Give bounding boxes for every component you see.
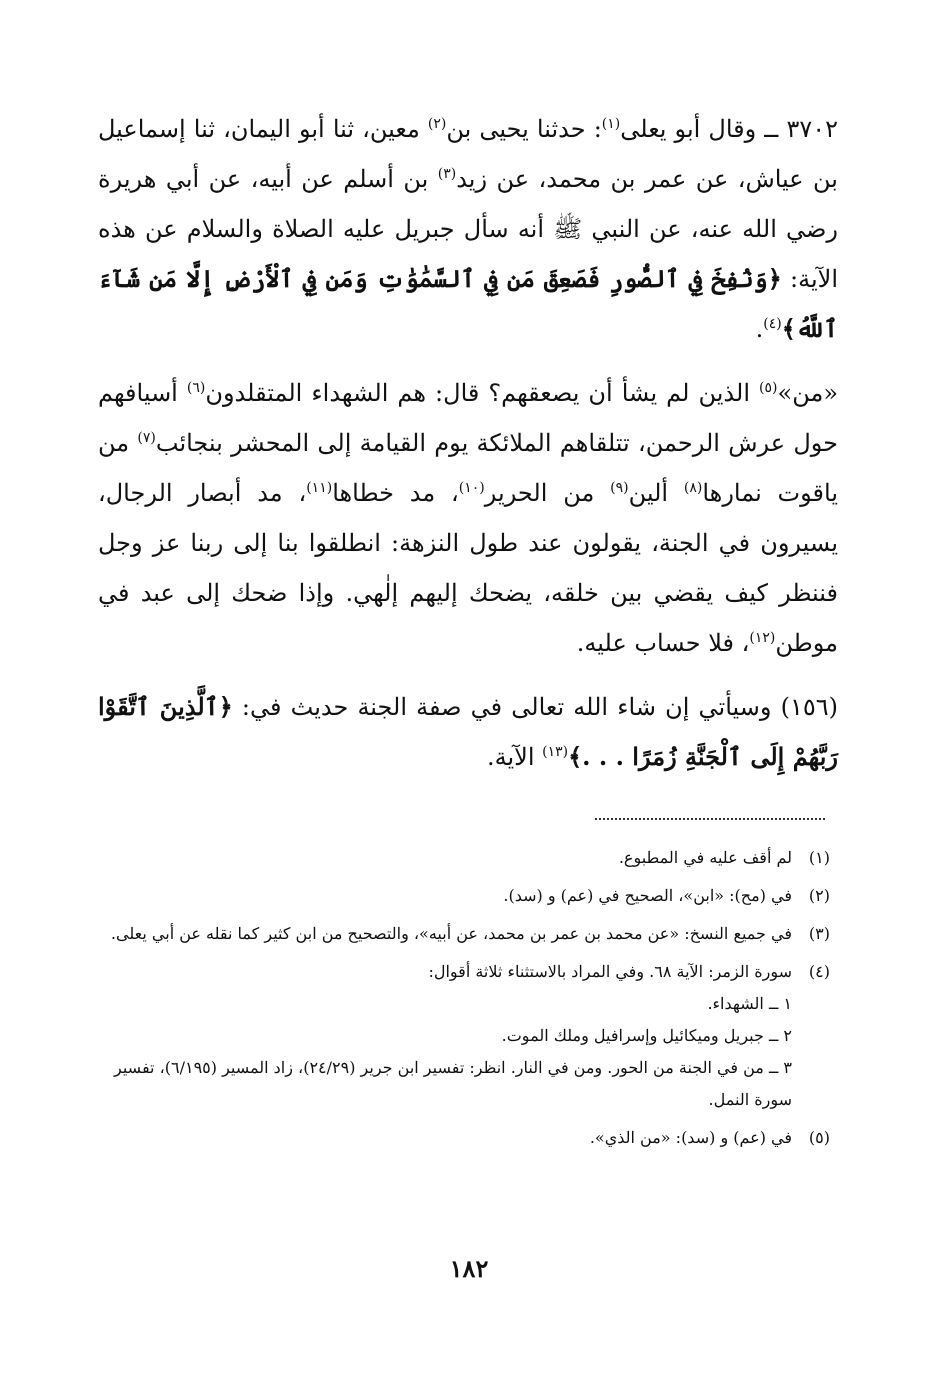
footnote-number: (٣) bbox=[808, 924, 830, 943]
footnote-text: في جميع النسخ: «عن محمد بن عمر بن محمد، عن أبيه»، والتصحيح من ابن كثير كما نقله عن أبي يعلى. bbox=[110, 924, 792, 943]
text-segment: الذين لم يشأ أن يصعقهم؟ قال: هم الشهداء المتقلدون bbox=[205, 379, 760, 407]
text-segment: ، فلا حساب عليه. bbox=[576, 629, 750, 657]
text-segment: ، مد خطاها bbox=[332, 479, 459, 507]
footnote-ref[interactable]: (١٠) bbox=[458, 480, 485, 496]
footnote bbox=[100, 880, 830, 912]
text-segment: . bbox=[755, 315, 764, 343]
footnote-ref[interactable]: (٣) bbox=[437, 166, 457, 182]
page-number: ١٨٢ bbox=[449, 1254, 489, 1283]
footnote-text: في (مح): «ابن»، الصحيح في (عم) و (سد). bbox=[503, 886, 792, 905]
text-segment: : حدثنا يحيى بن bbox=[446, 115, 602, 143]
footnote-number: (٢) bbox=[808, 886, 830, 905]
footnote-text: سورة الزمر: الآية ٦٨. وفي المراد بالاستثناء ثلاثة أقوال: bbox=[428, 962, 792, 981]
footnote bbox=[100, 1122, 830, 1154]
footnote-ref[interactable]: (١) bbox=[601, 116, 621, 132]
footnote-ref[interactable]: (٨) bbox=[683, 480, 703, 496]
footnote-ref[interactable]: (٩) bbox=[610, 480, 629, 496]
footnote-ref[interactable]: (٢) bbox=[427, 116, 447, 132]
footnote-ref[interactable]: (٧) bbox=[137, 430, 156, 446]
hadith-paragraph bbox=[98, 104, 838, 354]
text-segment: أسيافهم حول عرش الرحمن، تتلقاهم الملائكة يوم القيامة إلى المحشر بنجائب bbox=[98, 379, 838, 457]
cross-reference-paragraph bbox=[98, 682, 838, 782]
footnote-text: في (عم) و (سد): «من الذي». bbox=[589, 1128, 792, 1147]
text-segment: من الحرير bbox=[484, 479, 611, 507]
text-segment: بن أسلم عن أبيه، عن أبي هريرة رضي الله عنه، عن النبي ﷺ أنه سأل جبريل عليه الصلاة والسلام عن هذه الآية: bbox=[98, 165, 838, 293]
footnote-ref[interactable]: (٤) bbox=[763, 316, 782, 332]
footnote bbox=[100, 918, 830, 950]
footnote bbox=[100, 842, 830, 874]
footnote-number: (١) bbox=[808, 848, 830, 867]
main-text bbox=[98, 104, 838, 782]
footnote-text: لم أقف عليه في المطبوع. bbox=[618, 848, 792, 867]
footnote-ref[interactable]: (١٢) bbox=[749, 630, 776, 646]
quran-verse: ﴿ٱلَّذِينَ ٱتَّقَوْا رَبَّهُمْ إِلَى ٱلْجَنَّةِ زُمَرًا . . .﴾ bbox=[98, 692, 838, 771]
footnote-ref[interactable]: (٥) bbox=[759, 380, 778, 396]
footnote-ref[interactable]: (٦) bbox=[186, 380, 206, 396]
text-segment: الآية. bbox=[486, 743, 543, 771]
text-segment: من ياقوت نمارها bbox=[98, 429, 839, 507]
text-segment: (١٥٦) وسيأتي إن شاء الله تعالى في صفة الجنة حديث في: bbox=[232, 693, 838, 721]
footnote bbox=[100, 956, 830, 1116]
footnote-ref[interactable]: (١١) bbox=[306, 480, 333, 496]
text-segment: «من» bbox=[777, 379, 839, 407]
footnote-number: (٥) bbox=[808, 1128, 830, 1147]
footnote-list-item: ٣ ــ من في الجنة من الحور. ومن في النار. انظر: تفسير ابن جرير (٢٤/٢٩)، زاد المسير (٦/١٩٥)، تفسير سورة النمل. bbox=[114, 1058, 792, 1109]
footnote-number: (٤) bbox=[808, 962, 830, 981]
text-segment: ألين bbox=[628, 479, 684, 507]
footnote-list-item: ١ ــ الشهداء. bbox=[707, 994, 792, 1013]
footnote-separator bbox=[595, 818, 825, 820]
quran-verse: ﴿وَنُفِخَ فِي ٱلصُّورِ فَصَعِقَ مَن فِي ٱلسَّمَٰوَٰتِ وَمَن فِي ٱلْأَرْضِ إِلَّا مَن شَآءَ ٱللَّهُ﴾ bbox=[98, 264, 838, 343]
text-segment: ، مد أبصار الرجال، يسيرون في الجنة، يقولون عند طول النزهة: انطلقوا بنا إلى ربنا عز وجل فننظر كيف يقضي بين خلقه، يضحك إليهم إلٰهي. وإذا ضحك إلى عبد في موطن bbox=[98, 479, 838, 657]
text-segment: ٣٧٠٢ ــ وقال أبو يعلى bbox=[620, 115, 838, 143]
footnote-ref[interactable]: (١٣) bbox=[542, 744, 569, 760]
footnote-list-item: ٢ ــ جبريل وميكائيل وإسرافيل وملك الموت. bbox=[501, 1026, 792, 1045]
hadith-paragraph bbox=[98, 368, 838, 668]
text-segment: معين، ثنا أبو اليمان، ثنا إسماعيل بن عياش، عن عمر بن محمد، عن زيد bbox=[98, 115, 838, 193]
footnotes-section bbox=[100, 842, 830, 1160]
